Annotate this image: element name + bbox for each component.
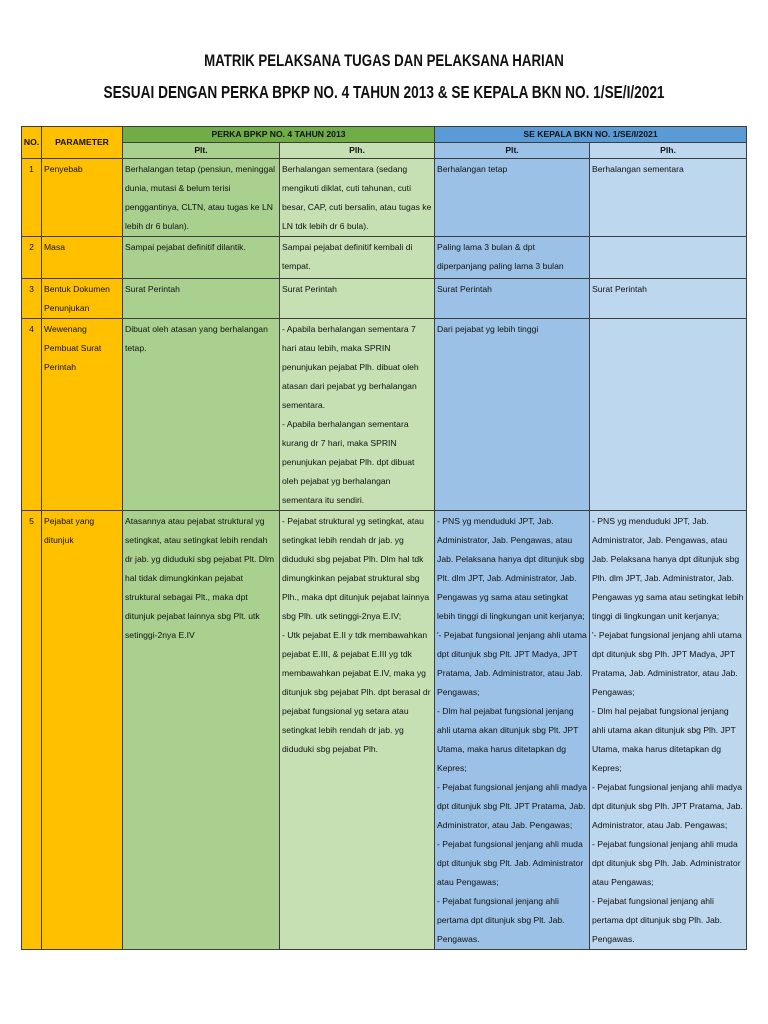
cell-bpkp-plh: - Apabila berhalangan sementara 7 hari atau lebih, maka SPRIN penunjukan pejabat Plh. dibuat oleh atasan dari pejabat yg berhalangan sementara. - Apabila berhalangan sementara kurang dr 7 hari, maka SPRIN penunjukan pejabat Plh. dpt dibuat oleh pejabat yg berhalangan sementara itu sendiri. xyxy=(282,324,419,505)
cell-bkn-plt: Paling lama 3 bulan & dpt diperpanjang paling lama 3 bulan xyxy=(437,242,564,271)
row-parameter: Bentuk Dokumen Penunjukan xyxy=(44,284,110,313)
row-no: 5 xyxy=(29,516,34,526)
cell-bkn-plh: Berhalangan sementara xyxy=(592,164,684,174)
cell-bkn-plt: - PNS yg menduduki JPT, Jab. Administrator, Jab. Pengawas, atau Jab. Pelaksana hanya dpt ditunjuk sbg Plt. dlm JPT, Jab. Administrator, Jab. Pengawas yg sama atau setingkat lebih tinggi di lingkungan unit kerjanya; '- Pejabat fungsional jenjang ahli utama dpt ditunjuk sbg Plt. JPT Madya, JPT Pratama, Jab. Administrator, atau Jab. Pengawas; - Dlm hal pejabat fungsional jenjang ahli utama akan ditunjuk sbg Plt. JPT Utama, maka harus ditetapkan dg Kepres; - Pejabat fungsional jenjang ahli madya dpt ditunjuk sbg Plt. JPT Pratama, Jab. Administrator, atau Jab. Pengawas; - Pejabat fungsional jenjang ahli muda dpt ditunjuk sbg Plt. Jab. Administrator atau Pengawas; - Pejabat fungsional jenjang ahli pertama dpt ditunjuk sbg Plt. Jab. Pengawas. xyxy=(437,516,588,944)
cell-bpkp-plh: Berhalangan sementara (sedang mengikuti diklat, cuti tahunan, cuti besar, CAP, cuti bersalin, atau tugas ke LN tdk lebih dr 6 bula). xyxy=(282,164,432,231)
table-row xyxy=(22,159,747,237)
row-parameter: Penyebab xyxy=(44,164,83,174)
cell-bkn-plt: Surat Perintah xyxy=(437,284,492,294)
row-parameter: Wewenang Pembuat Surat Perintah xyxy=(44,324,102,372)
cell-bpkp-plt: Berhalangan tetap (pensiun, meninggal dunia, mutasi & belum terisi penggantinya, CLTN, atau tugas ke LN lebih dr 6 bulan). xyxy=(125,164,276,231)
cell-bkn-plh xyxy=(590,319,746,320)
cell-bpkp-plh: Surat Perintah xyxy=(282,284,337,294)
cell-bpkp-plh: - Pejabat struktural yg setingkat, atau setingkat lebih rendah dr jab. yg diduduki sbg pejabat Plh. Dlm hal tdk dimungkinkan pejabat struktural sbg Plh., maka dpt ditunjuk pejabat lainnya sbg Plh. utk setinggi-2nya E.IV; - Utk pejabat E.II y tdk membawahkan pejabat E.III, & pejabat E.III yg tdk membawahkan pejabat E.IV, maka yg ditunjuk sbg pejabat Plh. dpt berasal dr pejabat fungsional yg setara atau setingkat lebih rendah dr jab. yg diduduki sbg pejabat Plh. xyxy=(282,516,431,754)
cell-bpkp-plt: Dibuat oleh atasan yang berhalangan tetap. xyxy=(125,324,268,353)
header-group-bkn: SE KEPALA BKN NO. 1/SE/I/2021 xyxy=(435,127,747,143)
row-no: 1 xyxy=(29,164,34,174)
row-parameter: Masa xyxy=(44,242,66,252)
document-title: MATRIK PELAKSANA TUGAS DAN PELAKSANA HARIAN xyxy=(204,51,564,70)
header-group-bpkp: PERKA BPKP NO. 4 TAHUN 2013 xyxy=(123,127,435,143)
table-row xyxy=(22,237,747,279)
header-bkn-plh: Plh. xyxy=(590,143,747,159)
header-bpkp-plt: Plt. xyxy=(123,143,280,159)
document-subtitle: SESUAI DENGAN PERKA BPKP NO. 4 TAHUN 2013 & SE KEPALA BKN NO. 1/SE/I/2021 xyxy=(103,82,665,102)
cell-bpkp-plt: Surat Perintah xyxy=(125,284,180,294)
cell-bpkp-plt: Atasannya atau pejabat struktural yg setingkat, atau setingkat lebih rendah dr jab. yg diduduki sbg pejabat Plt. Dlm hal tidak dimungkinkan pejabat struktural sebagai Plt., maka dpt ditunjuk pejabat lainnya sbg Plt. utk setinggi-2nya E.IV xyxy=(125,516,275,640)
table-row xyxy=(22,319,747,511)
cell-bkn-plh xyxy=(590,237,746,238)
cell-bpkp-plh: Sampai pejabat definitif kembali di tempat. xyxy=(282,242,413,271)
table-row xyxy=(22,279,747,319)
cell-bpkp-plt: Sampai pejabat definitif dilantik. xyxy=(125,242,246,252)
row-no: 3 xyxy=(29,284,34,294)
row-no: 2 xyxy=(29,242,34,252)
row-no: 4 xyxy=(29,324,34,334)
matrix-table xyxy=(21,126,747,950)
table-row xyxy=(22,511,747,950)
cell-bkn-plh: Surat Perintah xyxy=(592,284,647,294)
cell-bkn-plh: - PNS yg menduduki JPT, Jab. Administrator, Jab. Pengawas, atau Jab. Pelaksana hanya dpt ditunjuk sbg Plh. dlm JPT, Jab. Administrator, Jab. Pengawas yg sama atau setingkat lebih tinggi di lingkungan unit kerjanya; '- Pejabat fungsional jenjang ahli utama dpt ditunjuk sbg Plh. JPT Madya, JPT Pratama, Jab. Administrator, atau Jab. Pengawas; - Dlm hal pejabat fungsional jenjang ahli utama akan ditunjuk sbg Plh. JPT Utama, maka harus ditetapkan dg Kepres; - Pejabat fungsional jenjang ahli madya dpt ditunjuk sbg Plh. JPT Pratama, Jab. Administrator, atau Jab. Pengawas; - Pejabat fungsional jenjang ahli muda dpt ditunjuk sbg Plh. Jab. Administrator atau Pengawas; - Pejabat fungsional jenjang ahli pertama dpt ditunjuk sbg Plh. Jab. Pengawas. xyxy=(592,516,744,944)
header-parameter: PARAMETER xyxy=(42,127,123,159)
header-bkn-plt: Plt. xyxy=(435,143,590,159)
header-no: NO. xyxy=(22,127,42,159)
header-bpkp-plh: Plh. xyxy=(280,143,435,159)
cell-bkn-plt: Dari pejabat yg lebih tinggi xyxy=(437,324,539,334)
cell-bkn-plt: Berhalangan tetap xyxy=(437,164,508,174)
row-parameter: Pejabat yang ditunjuk xyxy=(44,516,95,545)
